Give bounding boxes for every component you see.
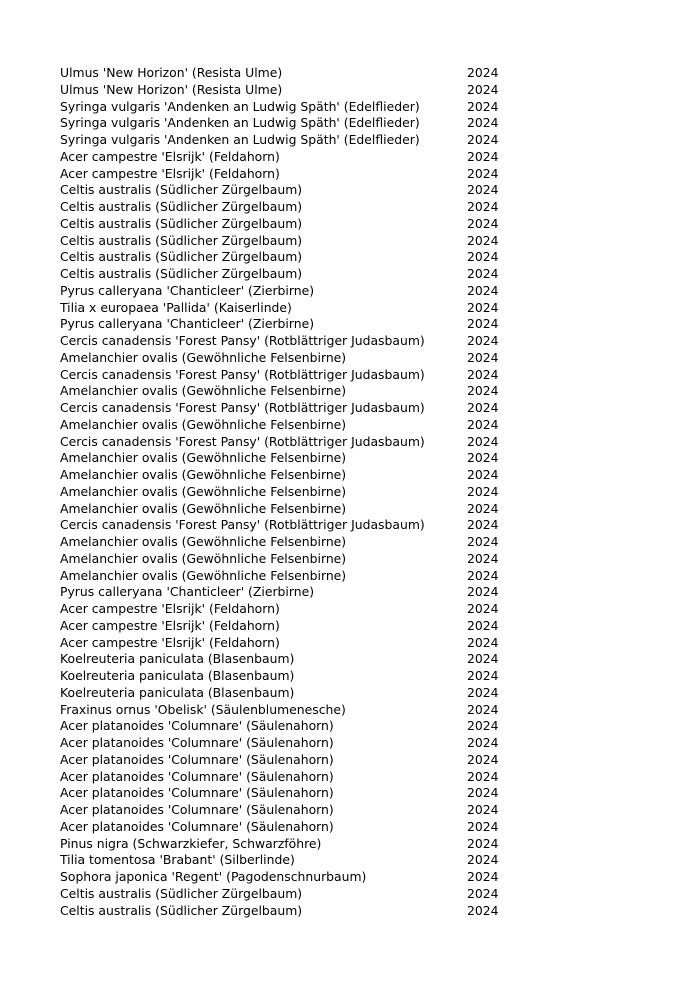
list-item <box>60 266 580 283</box>
planting-year: 2024 <box>467 467 499 482</box>
list-item <box>60 82 580 99</box>
planting-year: 2024 <box>467 634 499 650</box>
tree-name: Syringa vulgaris 'Andenken an Ludwig Späth' (Edelflieder) <box>60 115 420 131</box>
list-item <box>60 551 580 568</box>
planting-year: 2024 <box>467 584 499 600</box>
list-item <box>60 685 580 702</box>
list-item <box>60 618 580 635</box>
tree-name: Amelanchier ovalis (Gewöhnliche Felsenbirne) <box>60 567 347 583</box>
list-item <box>60 735 580 752</box>
tree-name: Syringa vulgaris 'Andenken an Ludwig Späth' (Edelflieder) <box>60 98 420 114</box>
list-item <box>60 584 580 601</box>
list-item <box>60 350 580 367</box>
planting-year: 2024 <box>467 132 499 147</box>
list-item <box>60 233 580 250</box>
planting-year: 2024 <box>467 802 499 817</box>
tree-name: Celtis australis (Südlicher Zürgelbaum) <box>60 199 303 214</box>
list-item <box>60 149 580 166</box>
tree-name: Amelanchier ovalis (Gewöhnliche Felsenbirne) <box>60 416 347 432</box>
list-item <box>60 132 580 149</box>
planting-year: 2024 <box>467 869 499 884</box>
tree-name: Ulmus 'New Horizon' (Resista Ulme) <box>60 65 283 80</box>
list-item <box>60 819 580 836</box>
tree-name: Cercis canadensis 'Forest Pansy' (Rotblättriger Judasbaum) <box>60 517 425 533</box>
list-item <box>60 852 580 869</box>
tree-name: Amelanchier ovalis (Gewöhnliche Felsenbirne) <box>60 550 347 566</box>
list-item <box>60 216 580 233</box>
planting-year: 2024 <box>467 416 499 432</box>
tree-name: Acer platanoides 'Columnare' (Säulenahorn) <box>60 718 334 734</box>
list-item <box>60 886 580 903</box>
list-item <box>60 718 580 735</box>
tree-name: Sophora japonica 'Regent' (Pagodenschnurbaum) <box>60 869 367 884</box>
list-item <box>60 400 580 417</box>
planting-year: 2024 <box>467 684 499 700</box>
planting-year: 2024 <box>467 550 499 566</box>
list-item <box>60 785 580 802</box>
list-item <box>60 752 580 769</box>
list-item <box>60 450 580 467</box>
planting-year: 2024 <box>467 785 499 801</box>
list-item <box>60 568 580 585</box>
planting-year: 2024 <box>467 232 499 248</box>
tree-name: Pyrus calleryana 'Chanticleer' (Zierbirne) <box>60 316 315 332</box>
planting-year: 2024 <box>467 885 499 901</box>
planting-year: 2024 <box>467 500 499 516</box>
tree-name: Acer campestre 'Elsrijk' (Feldahorn) <box>60 634 280 650</box>
list-item <box>60 99 580 116</box>
planting-year: 2024 <box>467 266 499 281</box>
tree-name: Acer campestre 'Elsrijk' (Feldahorn) <box>60 601 280 616</box>
list-item <box>60 802 580 819</box>
tree-list <box>60 65 580 919</box>
planting-year: 2024 <box>467 483 499 499</box>
list-item <box>60 199 580 216</box>
planting-year: 2024 <box>467 751 499 767</box>
planting-year: 2024 <box>467 902 499 918</box>
tree-name: Amelanchier ovalis (Gewöhnliche Felsenbirne) <box>60 450 347 466</box>
tree-name: Acer platanoides 'Columnare' (Säulenahorn) <box>60 735 334 750</box>
list-item <box>60 501 580 518</box>
planting-year: 2024 <box>467 768 499 784</box>
planting-year: 2024 <box>467 215 499 231</box>
tree-name: Koelreuteria paniculata (Blasenbaum) <box>60 668 295 683</box>
tree-name: Tilia tomentosa 'Brabant' (Silberlinde) <box>60 852 295 868</box>
list-item <box>60 903 580 920</box>
list-item <box>60 869 580 886</box>
tree-name: Amelanchier ovalis (Gewöhnliche Felsenbirne) <box>60 349 347 365</box>
planting-year: 2024 <box>467 450 499 466</box>
planting-year: 2024 <box>467 282 499 298</box>
planting-year: 2024 <box>467 433 499 449</box>
tree-name: Acer campestre 'Elsrijk' (Feldahorn) <box>60 148 280 164</box>
planting-year: 2024 <box>467 617 499 633</box>
list-item <box>60 836 580 853</box>
planting-year: 2024 <box>467 835 499 851</box>
planting-year: 2024 <box>467 333 499 348</box>
list-item <box>60 769 580 786</box>
tree-name: Syringa vulgaris 'Andenken an Ludwig Späth' (Edelflieder) <box>60 132 420 147</box>
list-item <box>60 601 580 618</box>
tree-name: Pyrus calleryana 'Chanticleer' (Zierbirne) <box>60 584 315 600</box>
planting-year: 2024 <box>467 249 499 265</box>
list-item <box>60 65 580 82</box>
planting-year: 2024 <box>467 735 499 750</box>
planting-year: 2024 <box>467 400 499 415</box>
tree-name: Cercis canadensis 'Forest Pansy' (Rotblättriger Judasbaum) <box>60 433 425 449</box>
tree-name: Cercis canadensis 'Forest Pansy' (Rotblättriger Judasbaum) <box>60 366 425 382</box>
tree-name: Pinus nigra (Schwarzkiefer, Schwarzföhre) <box>60 835 322 851</box>
tree-name: Celtis australis (Südlicher Zürgelbaum) <box>60 215 303 231</box>
list-item <box>60 635 580 652</box>
list-item <box>60 484 580 501</box>
list-item <box>60 316 580 333</box>
tree-name: Acer campestre 'Elsrijk' (Feldahorn) <box>60 165 280 181</box>
tree-name: Amelanchier ovalis (Gewöhnliche Felsenbirne) <box>60 500 347 516</box>
planting-year: 2024 <box>467 349 499 365</box>
list-item <box>60 417 580 434</box>
planting-year: 2024 <box>467 98 499 114</box>
list-item <box>60 702 580 719</box>
tree-name: Pyrus calleryana 'Chanticleer' (Zierbirne) <box>60 282 315 298</box>
tree-name: Ulmus 'New Horizon' (Resista Ulme) <box>60 81 283 97</box>
list-item <box>60 467 580 484</box>
tree-name: Fraxinus ornus 'Obelisk' (Säulenblumenesche) <box>60 701 346 717</box>
tree-name: Celtis australis (Südlicher Zürgelbaum) <box>60 249 303 265</box>
list-item <box>60 668 580 685</box>
planting-year: 2024 <box>467 517 499 533</box>
planting-year: 2024 <box>467 65 499 80</box>
list-item <box>60 182 580 199</box>
list-item <box>60 434 580 451</box>
planting-year: 2024 <box>467 115 499 131</box>
tree-name: Cercis canadensis 'Forest Pansy' (Rotblättriger Judasbaum) <box>60 400 425 415</box>
list-item <box>60 333 580 350</box>
tree-name: Koelreuteria paniculata (Blasenbaum) <box>60 651 295 667</box>
tree-name: Celtis australis (Südlicher Zürgelbaum) <box>60 885 303 901</box>
tree-name: Acer campestre 'Elsrijk' (Feldahorn) <box>60 617 280 633</box>
tree-name: Koelreuteria paniculata (Blasenbaum) <box>60 684 295 700</box>
planting-year: 2024 <box>467 718 499 734</box>
tree-name: Amelanchier ovalis (Gewöhnliche Felsenbirne) <box>60 534 347 549</box>
planting-year: 2024 <box>467 199 499 214</box>
planting-year: 2024 <box>467 148 499 164</box>
planting-year: 2024 <box>467 299 499 315</box>
tree-name: Acer platanoides 'Columnare' (Säulenahorn) <box>60 768 334 784</box>
tree-name: Amelanchier ovalis (Gewöhnliche Felsenbirne) <box>60 483 347 499</box>
tree-name: Acer platanoides 'Columnare' (Säulenahorn) <box>60 802 334 817</box>
tree-name: Amelanchier ovalis (Gewöhnliche Felsenbirne) <box>60 383 347 399</box>
planting-year: 2024 <box>467 701 499 717</box>
planting-year: 2024 <box>467 81 499 97</box>
list-item <box>60 517 580 534</box>
planting-year: 2024 <box>467 601 499 616</box>
list-item <box>60 166 580 183</box>
tree-name: Celtis australis (Südlicher Zürgelbaum) <box>60 266 303 281</box>
planting-year: 2024 <box>467 818 499 834</box>
planting-year: 2024 <box>467 165 499 181</box>
planting-year: 2024 <box>467 316 499 332</box>
tree-name: Celtis australis (Südlicher Zürgelbaum) <box>60 182 303 198</box>
list-item <box>60 283 580 300</box>
planting-year: 2024 <box>467 651 499 667</box>
list-item <box>60 383 580 400</box>
list-item <box>60 249 580 266</box>
tree-name: Acer platanoides 'Columnare' (Säulenahorn) <box>60 785 334 801</box>
planting-year: 2024 <box>467 383 499 399</box>
list-item <box>60 651 580 668</box>
tree-name: Celtis australis (Südlicher Zürgelbaum) <box>60 232 303 248</box>
tree-name: Cercis canadensis 'Forest Pansy' (Rotblättriger Judasbaum) <box>60 333 425 348</box>
planting-year: 2024 <box>467 534 499 549</box>
list-item <box>60 300 580 317</box>
tree-name: Tilia x europaea 'Pallida' (Kaiserlinde) <box>60 299 292 315</box>
planting-year: 2024 <box>467 567 499 583</box>
tree-name: Amelanchier ovalis (Gewöhnliche Felsenbirne) <box>60 467 347 482</box>
planting-year: 2024 <box>467 366 499 382</box>
list-item <box>60 115 580 132</box>
planting-year: 2024 <box>467 668 499 683</box>
planting-year: 2024 <box>467 852 499 868</box>
tree-name: Celtis australis (Südlicher Zürgelbaum) <box>60 902 303 918</box>
tree-name: Acer platanoides 'Columnare' (Säulenahorn) <box>60 751 334 767</box>
tree-name: Acer platanoides 'Columnare' (Säulenahorn) <box>60 818 334 834</box>
list-item <box>60 367 580 384</box>
list-item <box>60 534 580 551</box>
planting-year: 2024 <box>467 182 499 198</box>
